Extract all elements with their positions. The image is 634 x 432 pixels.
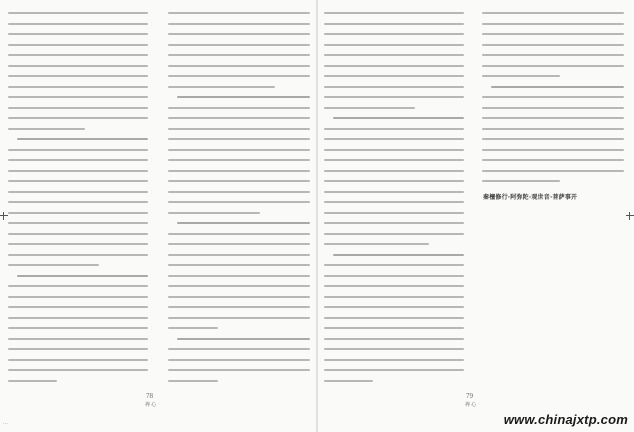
text-line bbox=[324, 306, 464, 308]
text-line bbox=[482, 149, 624, 151]
text-line bbox=[168, 275, 310, 277]
text-line bbox=[168, 117, 310, 119]
text-line bbox=[324, 285, 464, 287]
text-line bbox=[324, 44, 464, 46]
text-line bbox=[168, 128, 310, 130]
text-line bbox=[482, 107, 624, 109]
text-line bbox=[482, 96, 624, 98]
text-line bbox=[8, 317, 148, 319]
text-line bbox=[8, 180, 148, 182]
text-line bbox=[168, 369, 310, 371]
text-line bbox=[8, 348, 148, 350]
text-line bbox=[168, 317, 310, 319]
text-line bbox=[324, 191, 464, 193]
text-line bbox=[168, 296, 310, 298]
right-page bbox=[318, 0, 634, 432]
text-line bbox=[8, 170, 148, 172]
text-line bbox=[324, 12, 464, 14]
text-line bbox=[324, 128, 464, 130]
text-line bbox=[168, 201, 310, 203]
text-line bbox=[168, 75, 310, 77]
left-running-footer: 禅 心 bbox=[145, 403, 157, 408]
text-line bbox=[168, 65, 310, 67]
text-line bbox=[8, 33, 148, 35]
text-line bbox=[324, 33, 464, 35]
text-line bbox=[8, 107, 148, 109]
text-line bbox=[168, 12, 310, 14]
text-line bbox=[324, 359, 464, 361]
text-line bbox=[8, 191, 148, 193]
text-line bbox=[324, 23, 464, 25]
text-line bbox=[482, 170, 624, 172]
text-line bbox=[324, 96, 464, 98]
text-line bbox=[8, 233, 148, 235]
text-line bbox=[324, 107, 415, 109]
registration-mark-icon bbox=[626, 212, 634, 220]
text-line bbox=[324, 159, 464, 161]
text-line bbox=[324, 212, 464, 214]
text-line bbox=[324, 86, 464, 88]
text-line bbox=[8, 243, 148, 245]
text-line bbox=[8, 23, 148, 25]
text-line bbox=[8, 380, 57, 382]
left-page bbox=[0, 0, 316, 432]
text-line bbox=[8, 149, 148, 151]
text-line bbox=[8, 359, 148, 361]
right-page-number: 79 bbox=[466, 392, 473, 400]
text-line bbox=[482, 138, 624, 140]
text-line bbox=[482, 44, 624, 46]
text-line bbox=[324, 54, 464, 56]
text-line bbox=[8, 117, 148, 119]
text-line bbox=[482, 159, 624, 161]
text-line bbox=[8, 222, 148, 224]
text-line bbox=[324, 201, 464, 203]
text-line bbox=[8, 327, 148, 329]
text-line bbox=[324, 369, 464, 371]
text-line bbox=[324, 233, 464, 235]
text-line bbox=[17, 138, 148, 140]
text-line bbox=[8, 306, 148, 308]
text-line bbox=[324, 296, 464, 298]
text-line bbox=[168, 23, 310, 25]
text-line bbox=[8, 212, 148, 214]
text-line bbox=[168, 327, 218, 329]
text-line bbox=[168, 243, 310, 245]
text-line bbox=[8, 338, 148, 340]
text-line bbox=[324, 170, 464, 172]
text-line bbox=[324, 348, 464, 350]
text-line bbox=[491, 86, 624, 88]
text-line bbox=[177, 338, 310, 340]
text-line bbox=[168, 380, 218, 382]
text-line bbox=[482, 54, 624, 56]
watermark: www.chinajxtp.com bbox=[503, 412, 628, 427]
text-line bbox=[168, 149, 310, 151]
text-line bbox=[482, 75, 560, 77]
text-line bbox=[324, 180, 464, 182]
text-line bbox=[8, 285, 148, 287]
text-line bbox=[177, 96, 310, 98]
text-line bbox=[482, 23, 624, 25]
text-line bbox=[168, 348, 310, 350]
text-line bbox=[8, 369, 148, 371]
text-line bbox=[168, 86, 275, 88]
text-line bbox=[168, 191, 310, 193]
text-line bbox=[8, 12, 148, 14]
left-page-number: 78 bbox=[146, 392, 153, 400]
corner-mark: … bbox=[3, 420, 8, 426]
text-line bbox=[324, 243, 429, 245]
text-line bbox=[8, 86, 148, 88]
text-line bbox=[8, 54, 148, 56]
text-line bbox=[17, 275, 148, 277]
text-line bbox=[168, 33, 310, 35]
text-line bbox=[168, 212, 260, 214]
text-line bbox=[8, 128, 85, 130]
text-line bbox=[324, 264, 464, 266]
text-line bbox=[324, 222, 464, 224]
text-line bbox=[324, 380, 373, 382]
text-line bbox=[8, 201, 148, 203]
text-line bbox=[168, 180, 310, 182]
text-line bbox=[168, 54, 310, 56]
text-line bbox=[333, 117, 464, 119]
image-caption: 秦檀修行·阿弥陀·观世音·菩萨事开 bbox=[483, 194, 578, 201]
text-line bbox=[8, 96, 148, 98]
text-line bbox=[8, 44, 148, 46]
text-line bbox=[8, 254, 148, 256]
right-running-footer: 禅 心 bbox=[465, 403, 477, 408]
registration-mark-icon bbox=[0, 212, 8, 220]
text-line bbox=[482, 65, 624, 67]
text-line bbox=[482, 128, 624, 130]
text-line bbox=[8, 264, 99, 266]
text-line bbox=[324, 75, 464, 77]
text-line bbox=[482, 117, 624, 119]
text-line bbox=[8, 159, 148, 161]
text-line bbox=[8, 75, 148, 77]
text-line bbox=[168, 107, 310, 109]
text-line bbox=[177, 222, 310, 224]
text-line bbox=[333, 254, 464, 256]
text-line bbox=[8, 65, 148, 67]
text-line bbox=[324, 338, 464, 340]
text-line bbox=[324, 138, 464, 140]
text-line bbox=[482, 180, 560, 182]
text-line bbox=[324, 65, 464, 67]
text-line bbox=[168, 254, 310, 256]
text-line bbox=[168, 359, 310, 361]
text-line bbox=[168, 233, 310, 235]
text-line bbox=[324, 275, 464, 277]
text-line bbox=[168, 159, 310, 161]
text-line bbox=[168, 170, 310, 172]
text-line bbox=[168, 306, 310, 308]
text-line bbox=[482, 33, 624, 35]
text-line bbox=[168, 264, 310, 266]
text-line bbox=[482, 12, 624, 14]
text-line bbox=[168, 285, 310, 287]
text-line bbox=[324, 149, 464, 151]
text-line bbox=[324, 317, 464, 319]
text-line bbox=[168, 138, 310, 140]
text-line bbox=[324, 327, 464, 329]
text-line bbox=[168, 44, 310, 46]
text-line bbox=[8, 296, 148, 298]
